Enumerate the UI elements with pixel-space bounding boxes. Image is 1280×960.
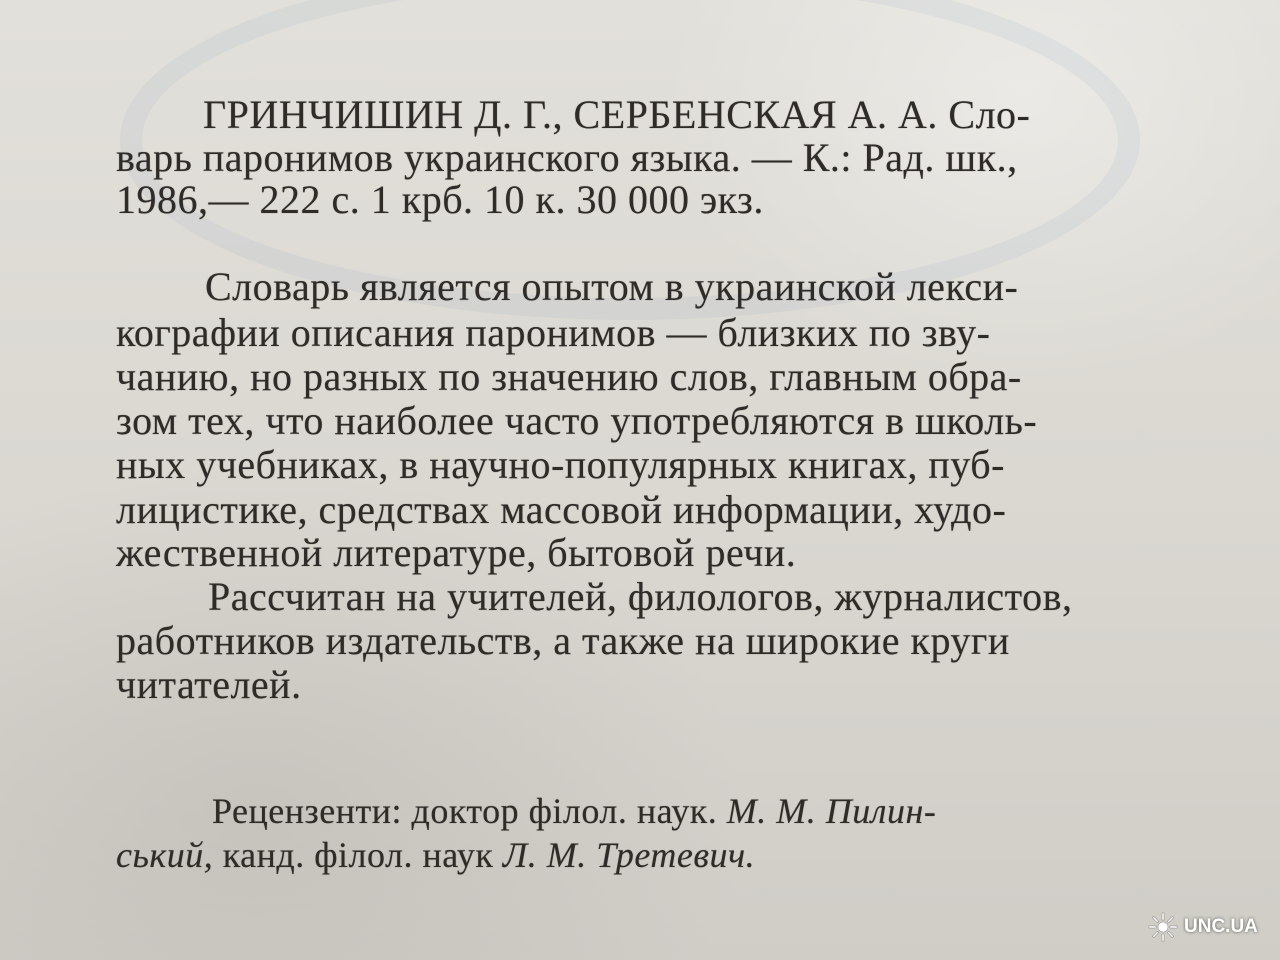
reviewers-line-1 (212, 789, 936, 833)
annotation-line-1 (205, 265, 1018, 309)
annotation-text: ных учебниках, в научно-популярных книгах, пуб- (116, 442, 1005, 487)
audience-line-3 (116, 663, 302, 707)
annotation-text: зом тех, что наиболее часто употребляются в школь- (116, 398, 1038, 443)
annotation-line-2 (116, 311, 990, 355)
reviewer-name-2: Л. М. Третевич. (502, 835, 756, 875)
reviewers-middle: канд. філол. наук (222, 835, 494, 875)
annotation-line-5 (116, 443, 1005, 487)
watermark-text: UNC.UA (1184, 916, 1258, 937)
citation-text-2: варь паронимов украинского языка. — К.: Рад. шк., (116, 135, 1018, 180)
audience-text: читателей. (116, 662, 302, 707)
annotation-text: жественной литературе, бытовой речи. (116, 530, 797, 575)
audience-line-1 (208, 575, 1073, 619)
annotation-text: чанию, но разных по значению слов, главным обра- (116, 354, 1022, 399)
annotation-text: Словарь является опытом в украинской лекси- (205, 264, 1019, 309)
reviewers-prefix: Рецензенти: доктор філол. наук. (212, 791, 718, 831)
annotation-line-6 (116, 488, 1006, 532)
citation-line-1 (203, 93, 1186, 137)
citation-line-2 (116, 136, 1018, 180)
annotation-text: кографии описания паронимов — близких по зву- (116, 310, 991, 355)
watermark (1148, 902, 1268, 952)
annotation-line-7 (116, 531, 796, 575)
citation-line-3 (116, 178, 764, 222)
audience-text: Рассчитан на учителей, филологов, журналистов, (208, 574, 1073, 619)
annotation-line-4 (116, 399, 1037, 443)
reviewer-name-1-end: ський, (116, 835, 214, 875)
reviewers-line-2 (116, 833, 755, 877)
annotation-text: лицистике, средствах массовой информации, худо- (116, 487, 1007, 532)
sun-logo-icon (1148, 912, 1178, 942)
audience-line-2 (116, 619, 1010, 663)
citation-text-1: ГРИНЧИШИН Д. Г., СЕРБЕНСКАЯ А. А. Сло- (203, 92, 1031, 137)
reviewer-name-1: М. М. Пилин- (726, 791, 937, 831)
annotation-line-3 (116, 355, 1022, 399)
audience-text: работников издательств, а также на широкие круги (116, 618, 1010, 663)
citation-text-3: 1986,— 222 с. 1 крб. 10 к. 30 000 экз. (116, 177, 764, 222)
